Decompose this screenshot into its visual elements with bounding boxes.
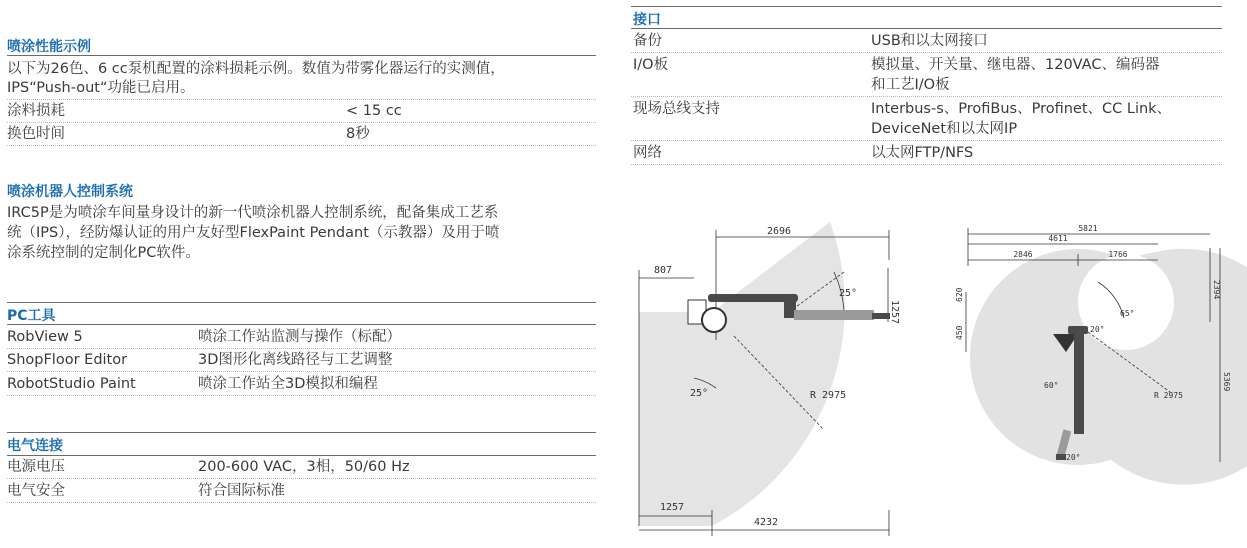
pc-tools-row-value: 喷涂工作站监测与操作（标配） — [198, 329, 401, 345]
dim-label: R 2975 — [810, 390, 847, 401]
interface-row-label: I/O板 — [633, 57, 669, 73]
dim-label: 2846 — [1013, 250, 1033, 259]
interface-row-label: 网络 — [633, 145, 662, 161]
dim-label: 5821 — [1078, 224, 1098, 233]
interface-row-value-cont: DeviceNet和以太网IP — [871, 121, 1018, 137]
dim-label: 4611 — [1048, 234, 1068, 243]
pc-tools-row-value: 3D图形化离线路径与工艺调整 — [198, 352, 393, 368]
dim-label: 2394 — [1212, 280, 1221, 300]
control-line2: 统（IPS），经防爆认证的用户友好型FlexPaint Pendant（示教器）及用于喷 — [7, 225, 500, 241]
electrical-row-value: 符合国际标准 — [198, 483, 285, 499]
performance-row-value: 8秒 — [346, 126, 370, 142]
pc-tools-row-value: 喷涂工作站全3D模拟和编程 — [198, 376, 378, 392]
dim-label: 20° — [1066, 453, 1081, 462]
interface-top-rule — [631, 6, 1222, 7]
dim-label: R 2975 — [1154, 391, 1183, 400]
pc-tools-rule — [7, 324, 596, 325]
performance-row-label: 涂料损耗 — [7, 103, 65, 119]
pc-tools-row-label: ShopFloor Editor — [7, 352, 128, 368]
control-title: 喷涂机器人控制系统 — [7, 184, 133, 200]
electrical-row-label: 电气安全 — [7, 483, 65, 499]
pc-tools-top-rule — [7, 302, 596, 303]
dim-label: 620 — [955, 287, 964, 302]
pc-tools-row-label: RobView 5 — [7, 329, 83, 345]
interface-row-value: USB和以太网接口 — [871, 33, 988, 49]
dim-label: 65° — [1120, 309, 1135, 318]
dim-label: 1257 — [889, 300, 900, 325]
dim-label: 4232 — [754, 517, 779, 528]
reach-zone-lower — [639, 312, 712, 526]
electrical-row-value: 200-600 VAC，3相，50/60 Hz — [198, 459, 410, 475]
electrical-top-rule — [7, 432, 596, 433]
electrical-rule — [7, 455, 596, 456]
dim-label: 807 — [654, 265, 673, 276]
pc-tools-title: PC工具 — [7, 308, 56, 324]
interface-row-label: 备份 — [633, 33, 662, 49]
reach-zone — [712, 222, 845, 526]
interface-row-value: Interbus-s、ProfiBus、Profinet、CC Link、 — [871, 101, 1172, 117]
interface-row-value-cont: 和工艺I/O板 — [871, 77, 950, 93]
top-view-diagram — [948, 222, 1230, 472]
dim-label: 60° — [1044, 381, 1059, 390]
electrical-row-label: 电源电压 — [7, 459, 65, 475]
performance-intro-line2: IPS“Push-out“功能已启用。 — [7, 80, 195, 96]
side-view-diagram — [634, 220, 899, 540]
interface-title: 接口 — [633, 12, 661, 28]
dim-label: 5369 — [1222, 372, 1231, 392]
interface-row-value: 模拟量、开关量、继电器、120VAC、编码器 — [871, 57, 1160, 73]
interface-row-label: 现场总线支持 — [633, 101, 720, 117]
control-line3: 涂系统控制的定制化PC软件。 — [7, 245, 200, 261]
dim-label: 25° — [839, 288, 858, 299]
dim-label: 25° — [690, 388, 709, 399]
dim-label: 450 — [955, 325, 964, 340]
pc-tools-row-label: RobotStudio Paint — [7, 376, 136, 392]
performance-rule — [7, 55, 596, 56]
dim-label: 1766 — [1108, 250, 1128, 259]
dim-label: 2696 — [766, 226, 792, 237]
electrical-title: 电气连接 — [7, 438, 63, 454]
performance-intro-line1: 以下为26色、6 cc泵机配置的涂料损耗示例。数值为带雾化器运行的实测值， — [7, 61, 505, 77]
dim-label: 1257 — [660, 502, 685, 513]
performance-row-label: 换色时间 — [7, 126, 65, 142]
control-line1: IRC5P是为喷涂车间量身设计的新一代喷涂机器人控制系统，配备集成工艺系 — [7, 205, 499, 221]
interface-rule — [631, 28, 1222, 29]
interface-row-value: 以太网FTP/NFS — [871, 145, 974, 161]
performance-row-value: < 15 cc — [346, 103, 402, 119]
performance-title: 喷涂性能示例 — [7, 39, 91, 55]
dim-label: 20° — [1090, 325, 1105, 334]
